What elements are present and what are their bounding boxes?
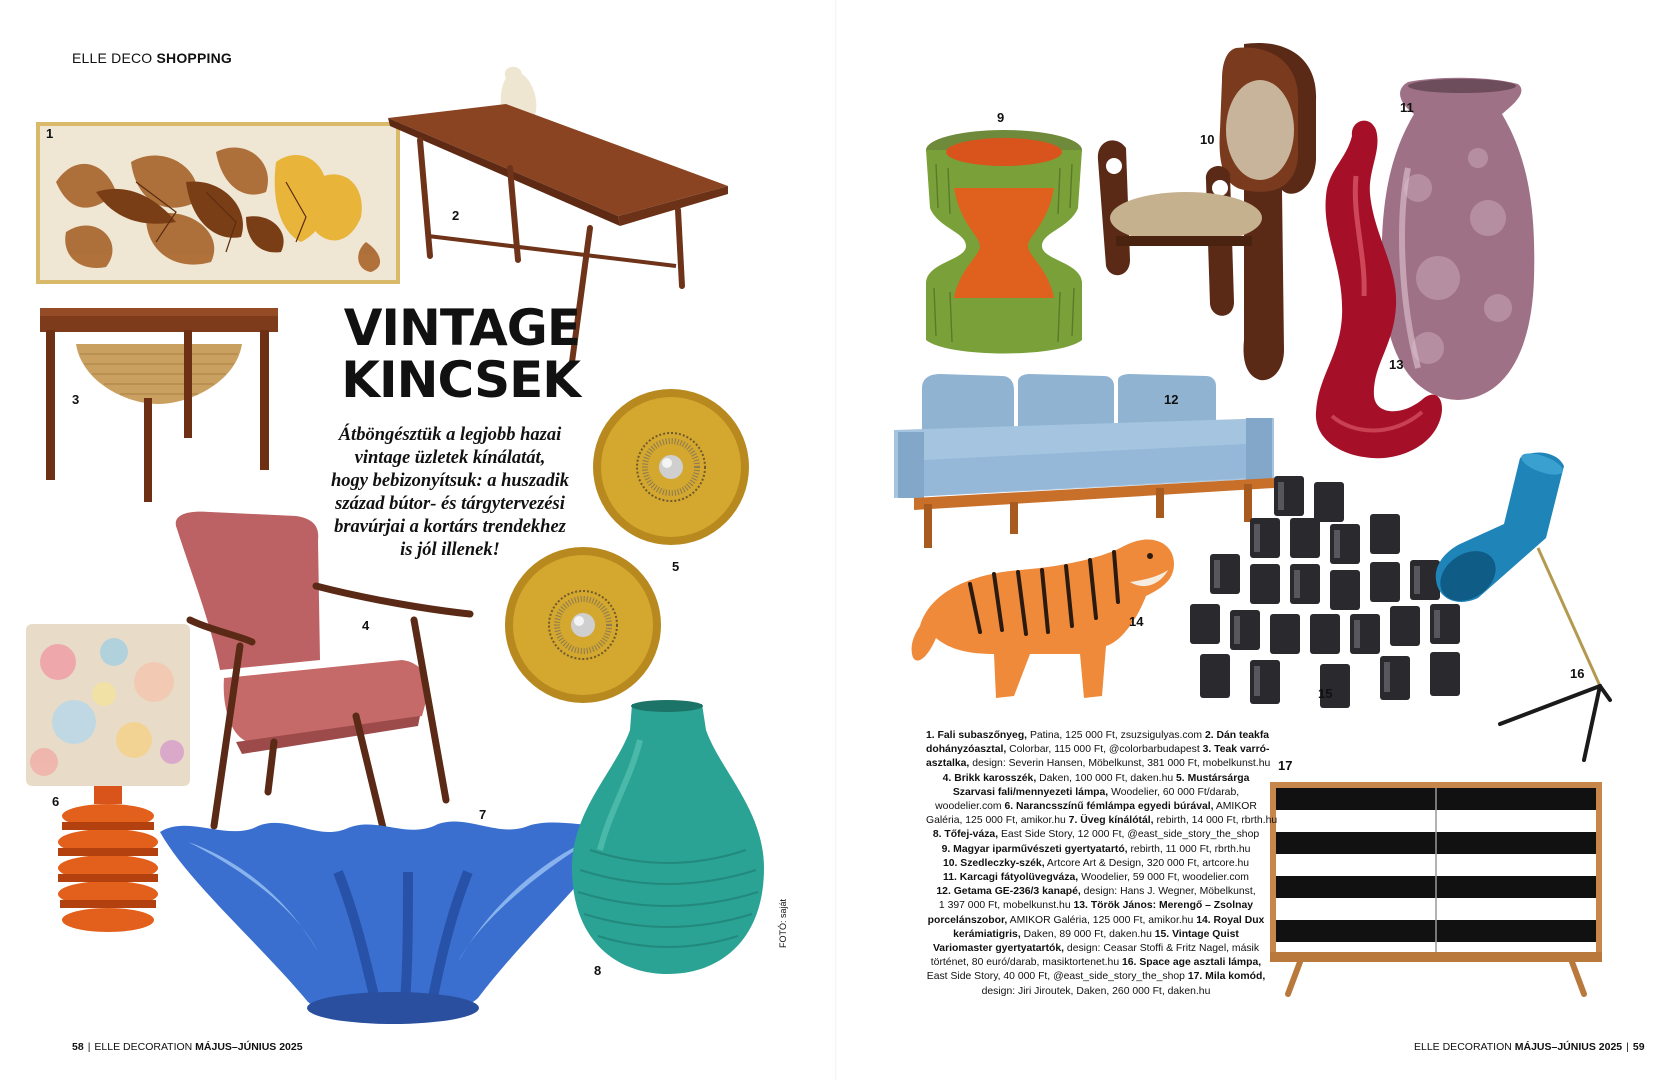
porcelain-sculpture-image — [1312, 116, 1446, 488]
armchair-image — [170, 510, 496, 834]
credit-detail: design: Ceasar Stoffi & Fritz Nagel, másik — [1064, 943, 1260, 955]
item-number: 2 — [452, 208, 460, 223]
credit-detail: történet, 80 euró/darab, masiktortenet.hu — [930, 957, 1122, 969]
credit-name: 12. Getama GE-236/3 kanapé, — [936, 886, 1081, 898]
credit-detail: design: Severin Hansen, Möbelkunst, 381 000 Ft, mobelkunst.hu — [969, 758, 1271, 770]
credit-detail: East Side Story, 12 000 Ft, @east_side_story_the_shop — [998, 829, 1260, 841]
credit-detail: Daken, 100 000 Ft, daken.hu — [1036, 772, 1177, 784]
credit-line — [926, 828, 1266, 842]
credit-line — [926, 871, 1266, 885]
item-number: 17 — [1278, 758, 1293, 773]
credit-detail: 1 397 000 Ft, mobelkunst.hu — [938, 900, 1074, 912]
item-number: 14 — [1129, 614, 1144, 629]
credit-detail: Daken, 89 000 Ft, daken.hu — [1020, 928, 1155, 940]
credit-name: kerámiatigris, — [953, 928, 1021, 940]
item-number: 15 — [1318, 686, 1333, 701]
feature-title-line: KINCSEK — [341, 351, 580, 409]
credit-name: 9. Magyar iparművészeti gyertyatartó, — [941, 843, 1128, 855]
credit-line — [926, 942, 1266, 956]
glass-bowl-image — [158, 812, 628, 1030]
credit-line — [926, 914, 1266, 928]
credit-line — [926, 956, 1266, 970]
feature-title-line: VINTAGE — [343, 299, 580, 357]
dresser-image — [1270, 782, 1602, 998]
folio-issue: MÁJUS–JÚNIUS 2025 — [1514, 1041, 1623, 1053]
item-number: 9 — [997, 110, 1005, 125]
credit-line — [926, 743, 1270, 757]
credit-name: 1. Fali subaszőnyeg, — [926, 730, 1028, 741]
credit-name: 17. Mila komód, — [1187, 971, 1266, 983]
item-number: 12 — [1164, 392, 1179, 407]
credit-line — [926, 857, 1266, 871]
credit-name: 15. Vintage Quist — [1154, 928, 1239, 940]
item-number: 16 — [1570, 666, 1585, 681]
credit-line — [926, 800, 1266, 814]
intro-line: század bútor- és tárgytervezési — [335, 494, 565, 514]
item-number: 3 — [72, 392, 80, 407]
item-number: 13 — [1389, 357, 1404, 372]
credit-name: 11. Karcagi fátyolüvegváza, — [943, 872, 1079, 884]
credit-line — [926, 985, 1266, 999]
feature-title — [320, 299, 580, 409]
credit-name: 13. Török János: Merengő – Zsolnay — [1073, 900, 1254, 912]
ceramic-tiger-image — [910, 522, 1178, 702]
folio-page-number: 59 — [1632, 1041, 1645, 1053]
credit-name: 16. Space age asztali lámpa, — [1121, 957, 1262, 969]
credit-detail: design: Hans J. Wegner, Möbelkunst, — [1080, 886, 1256, 898]
credit-name: porcelánszobor, — [927, 914, 1008, 926]
credit-name: 5. Mustársárga — [1176, 772, 1250, 784]
credit-detail: woodelier.com — [935, 801, 1005, 813]
intro-line: is jól illenek! — [400, 540, 500, 560]
credit-name: 10. Szedleczky-szék, — [942, 857, 1045, 869]
intro-line: bravúrjai a kortárs trendekhez — [334, 517, 566, 537]
credit-name: 6. Narancsszínű fémlámpa egyedi búrával, — [1004, 801, 1214, 813]
turquoise-vase-image — [570, 700, 766, 976]
credit-detail: Woodelier, 59 000 Ft, woodelier.com — [1078, 872, 1249, 884]
photo-credit: FOTÓ: saját — [778, 898, 788, 948]
section-header-brand: ELLE DECO — [72, 50, 153, 66]
intro-line: hogy bebizonyítsuk: a huszadik — [331, 471, 569, 491]
credit-name: 3. Teak varró- — [1202, 744, 1270, 756]
intro-line: Átböngésztük a legjobb hazai — [338, 425, 562, 445]
section-header-section: SHOPPING — [156, 50, 232, 66]
credit-line — [926, 786, 1266, 800]
credit-detail: Artcore Art & Design, 320 000 Ft, artcore.hu — [1044, 857, 1250, 869]
candle-holders-image — [1190, 474, 1474, 718]
credit-detail: design: Jiri Jiroutek, Daken, 260 000 Ft, daken.hu — [981, 985, 1211, 997]
credit-name: 7. Üveg kínálótál, — [1068, 815, 1154, 827]
credit-line — [926, 814, 1278, 828]
folio-page-number: 58 — [72, 1041, 84, 1053]
item-number: 10 — [1200, 132, 1215, 147]
item-number: 1 — [46, 126, 54, 141]
folio-issue: MÁJUS–JÚNIUS 2025 — [195, 1041, 303, 1053]
credit-name: asztalka, — [926, 758, 970, 770]
credit-line — [926, 899, 1266, 913]
credit-name: 2. Dán teakfa — [1204, 730, 1270, 741]
item-number: 8 — [594, 963, 602, 978]
credit-line — [926, 757, 1271, 771]
item-number: 5 — [672, 559, 680, 574]
credit-line — [926, 928, 1266, 942]
spread-gutter — [835, 0, 837, 1080]
wall-rug-image — [36, 122, 400, 284]
product-credits — [926, 729, 1278, 999]
credit-name: Szarvasi fali/mennyezeti lámpa, — [952, 786, 1109, 798]
credit-line — [926, 885, 1266, 899]
item-number: 6 — [52, 794, 60, 809]
credit-name: 4. Brikk karosszék, — [942, 772, 1037, 784]
credit-line — [926, 970, 1266, 984]
desk-lamp-image — [1434, 448, 1614, 764]
mustard-lamp-image — [504, 546, 662, 704]
credit-name: 8. Tőfej-váza, — [932, 829, 999, 841]
credit-detail: rebirth, 11 000 Ft, rbrth.hu — [1127, 843, 1251, 855]
folio-right: ELLE DECORATION MÁJUS–JÚNIUS 2025 | 59 — [1414, 1041, 1645, 1053]
credit-detail: AMIKOR — [1213, 801, 1257, 813]
wooden-chair-image — [1096, 40, 1334, 402]
item-number: 7 — [479, 807, 487, 822]
credit-name: 14. Royal Dux — [1196, 914, 1265, 926]
credit-detail: Galéria, 125 000 Ft, amikor.hu — [926, 815, 1069, 827]
credit-line — [926, 843, 1266, 857]
credit-line — [926, 729, 1270, 743]
candle-holder-image — [920, 128, 1088, 360]
credit-detail: AMIKOR Galéria, 125 000 Ft, amikor.hu — [1007, 914, 1197, 926]
folio-publication: ELLE DECORATION — [1414, 1041, 1512, 1053]
folio-left: 58 | ELLE DECORATION MÁJUS–JÚNIUS 2025 — [72, 1041, 303, 1053]
credit-detail: East Side Story, 40 000 Ft, @east_side_story_the_shop — [926, 971, 1188, 983]
item-number: 4 — [362, 618, 370, 633]
section-header — [72, 50, 232, 66]
credit-detail: rebirth, 14 000 Ft, rbrth.hu — [1153, 815, 1278, 827]
credit-detail: Patina, 125 000 Ft, zsuzsigulyas.com — [1027, 730, 1205, 741]
credit-name: dohányzóasztal, — [926, 744, 1007, 756]
folio-publication: ELLE DECORATION — [94, 1041, 193, 1053]
intro-line: vintage üzletek kínálatát, — [354, 448, 546, 468]
credit-detail: Colorbar, 115 000 Ft, @colorbarbudapest — [1006, 744, 1203, 756]
credit-line — [926, 772, 1266, 786]
mustard-lamp-image — [592, 388, 750, 546]
credit-name: Variomaster gyertyatartók, — [932, 943, 1065, 955]
item-number: 11 — [1400, 100, 1414, 115]
credit-detail: Woodelier, 60 000 Ft/darab, — [1108, 786, 1240, 798]
